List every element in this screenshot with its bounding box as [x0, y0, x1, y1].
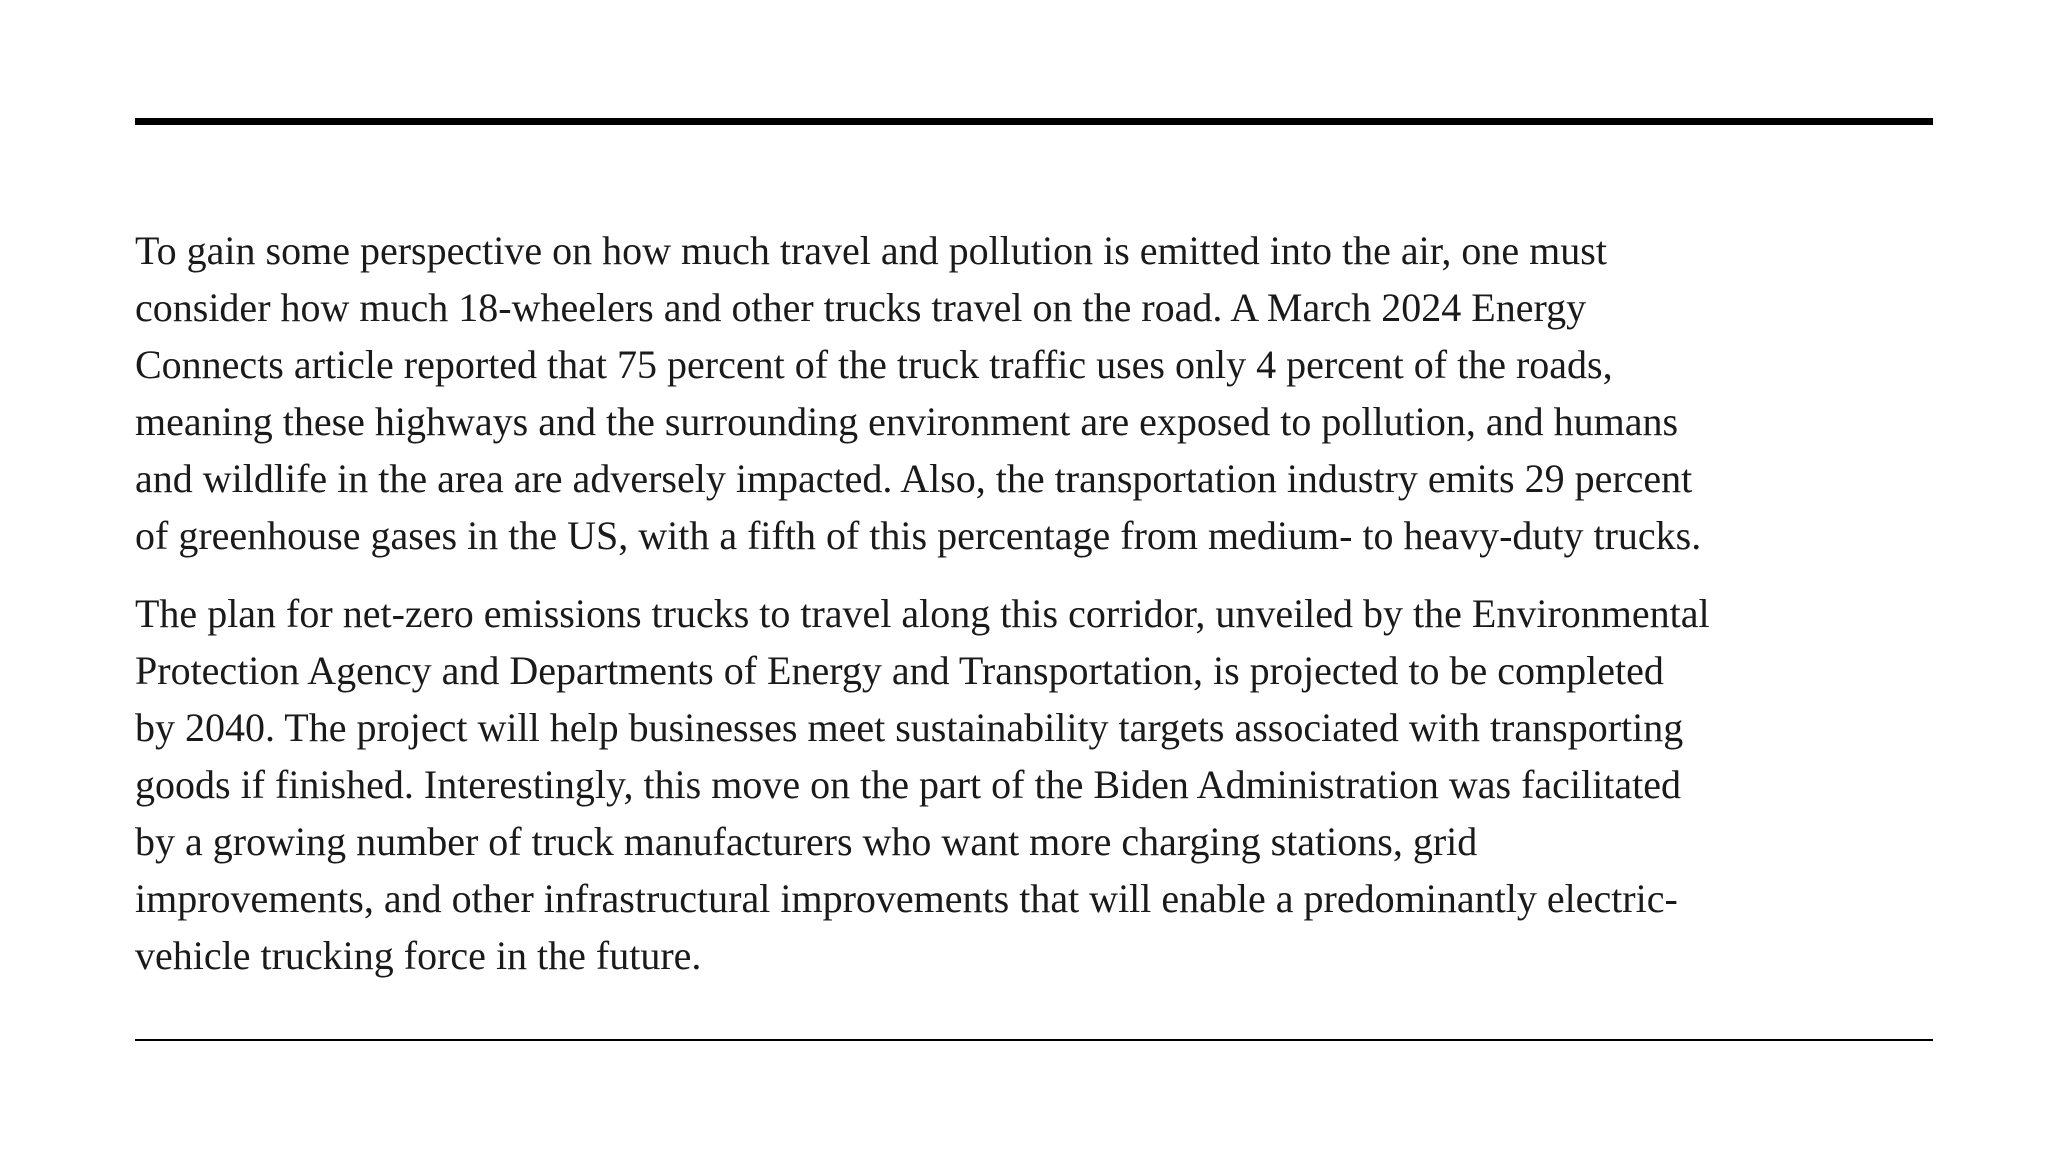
paragraph-2 — [135, 585, 1933, 984]
paragraph-line: and wildlife in the area are adversely impacted. Also, the transportation industry emits 29 percent — [135, 456, 1693, 501]
paragraph-line: goods if finished. Interestingly, this move on the part of the Biden Administration was facilitated — [135, 762, 1681, 807]
paragraph-line: Connects article reported that 75 percent of the truck traffic uses only 4 percent of the roads, — [135, 342, 1613, 387]
paragraph-line: by 2040. The project will help businesses meet sustainability targets associated with transporting — [135, 705, 1684, 750]
paragraph-line: meaning these highways and the surrounding environment are exposed to pollution, and humans — [135, 399, 1679, 444]
paragraph-line: To gain some perspective on how much travel and pollution is emitted into the air, one must — [135, 228, 1607, 273]
paragraph-line: consider how much 18-wheelers and other trucks travel on the road. A March 2024 Energy — [135, 285, 1587, 330]
paragraph-line: of greenhouse gases in the US, with a fifth of this percentage from medium- to heavy-duty trucks. — [135, 513, 1702, 558]
paragraph-line: Protection Agency and Departments of Energy and Transportation, is projected to be completed — [135, 648, 1664, 693]
paragraph-line: The plan for net-zero emissions trucks to travel along this corridor, unveiled by the Environmental — [135, 591, 1710, 636]
bottom-divider — [135, 1039, 1933, 1041]
top-divider — [135, 118, 1933, 125]
paragraph-spacer — [135, 564, 1933, 585]
article-body — [135, 222, 1933, 984]
paragraph-line: vehicle trucking force in the future. — [135, 933, 702, 978]
paragraph-line: improvements, and other infrastructural improvements that will enable a predominantly electric- — [135, 876, 1678, 921]
paragraph-line: by a growing number of truck manufacturers who want more charging stations, grid — [135, 819, 1478, 864]
paragraph-1 — [135, 222, 1933, 564]
